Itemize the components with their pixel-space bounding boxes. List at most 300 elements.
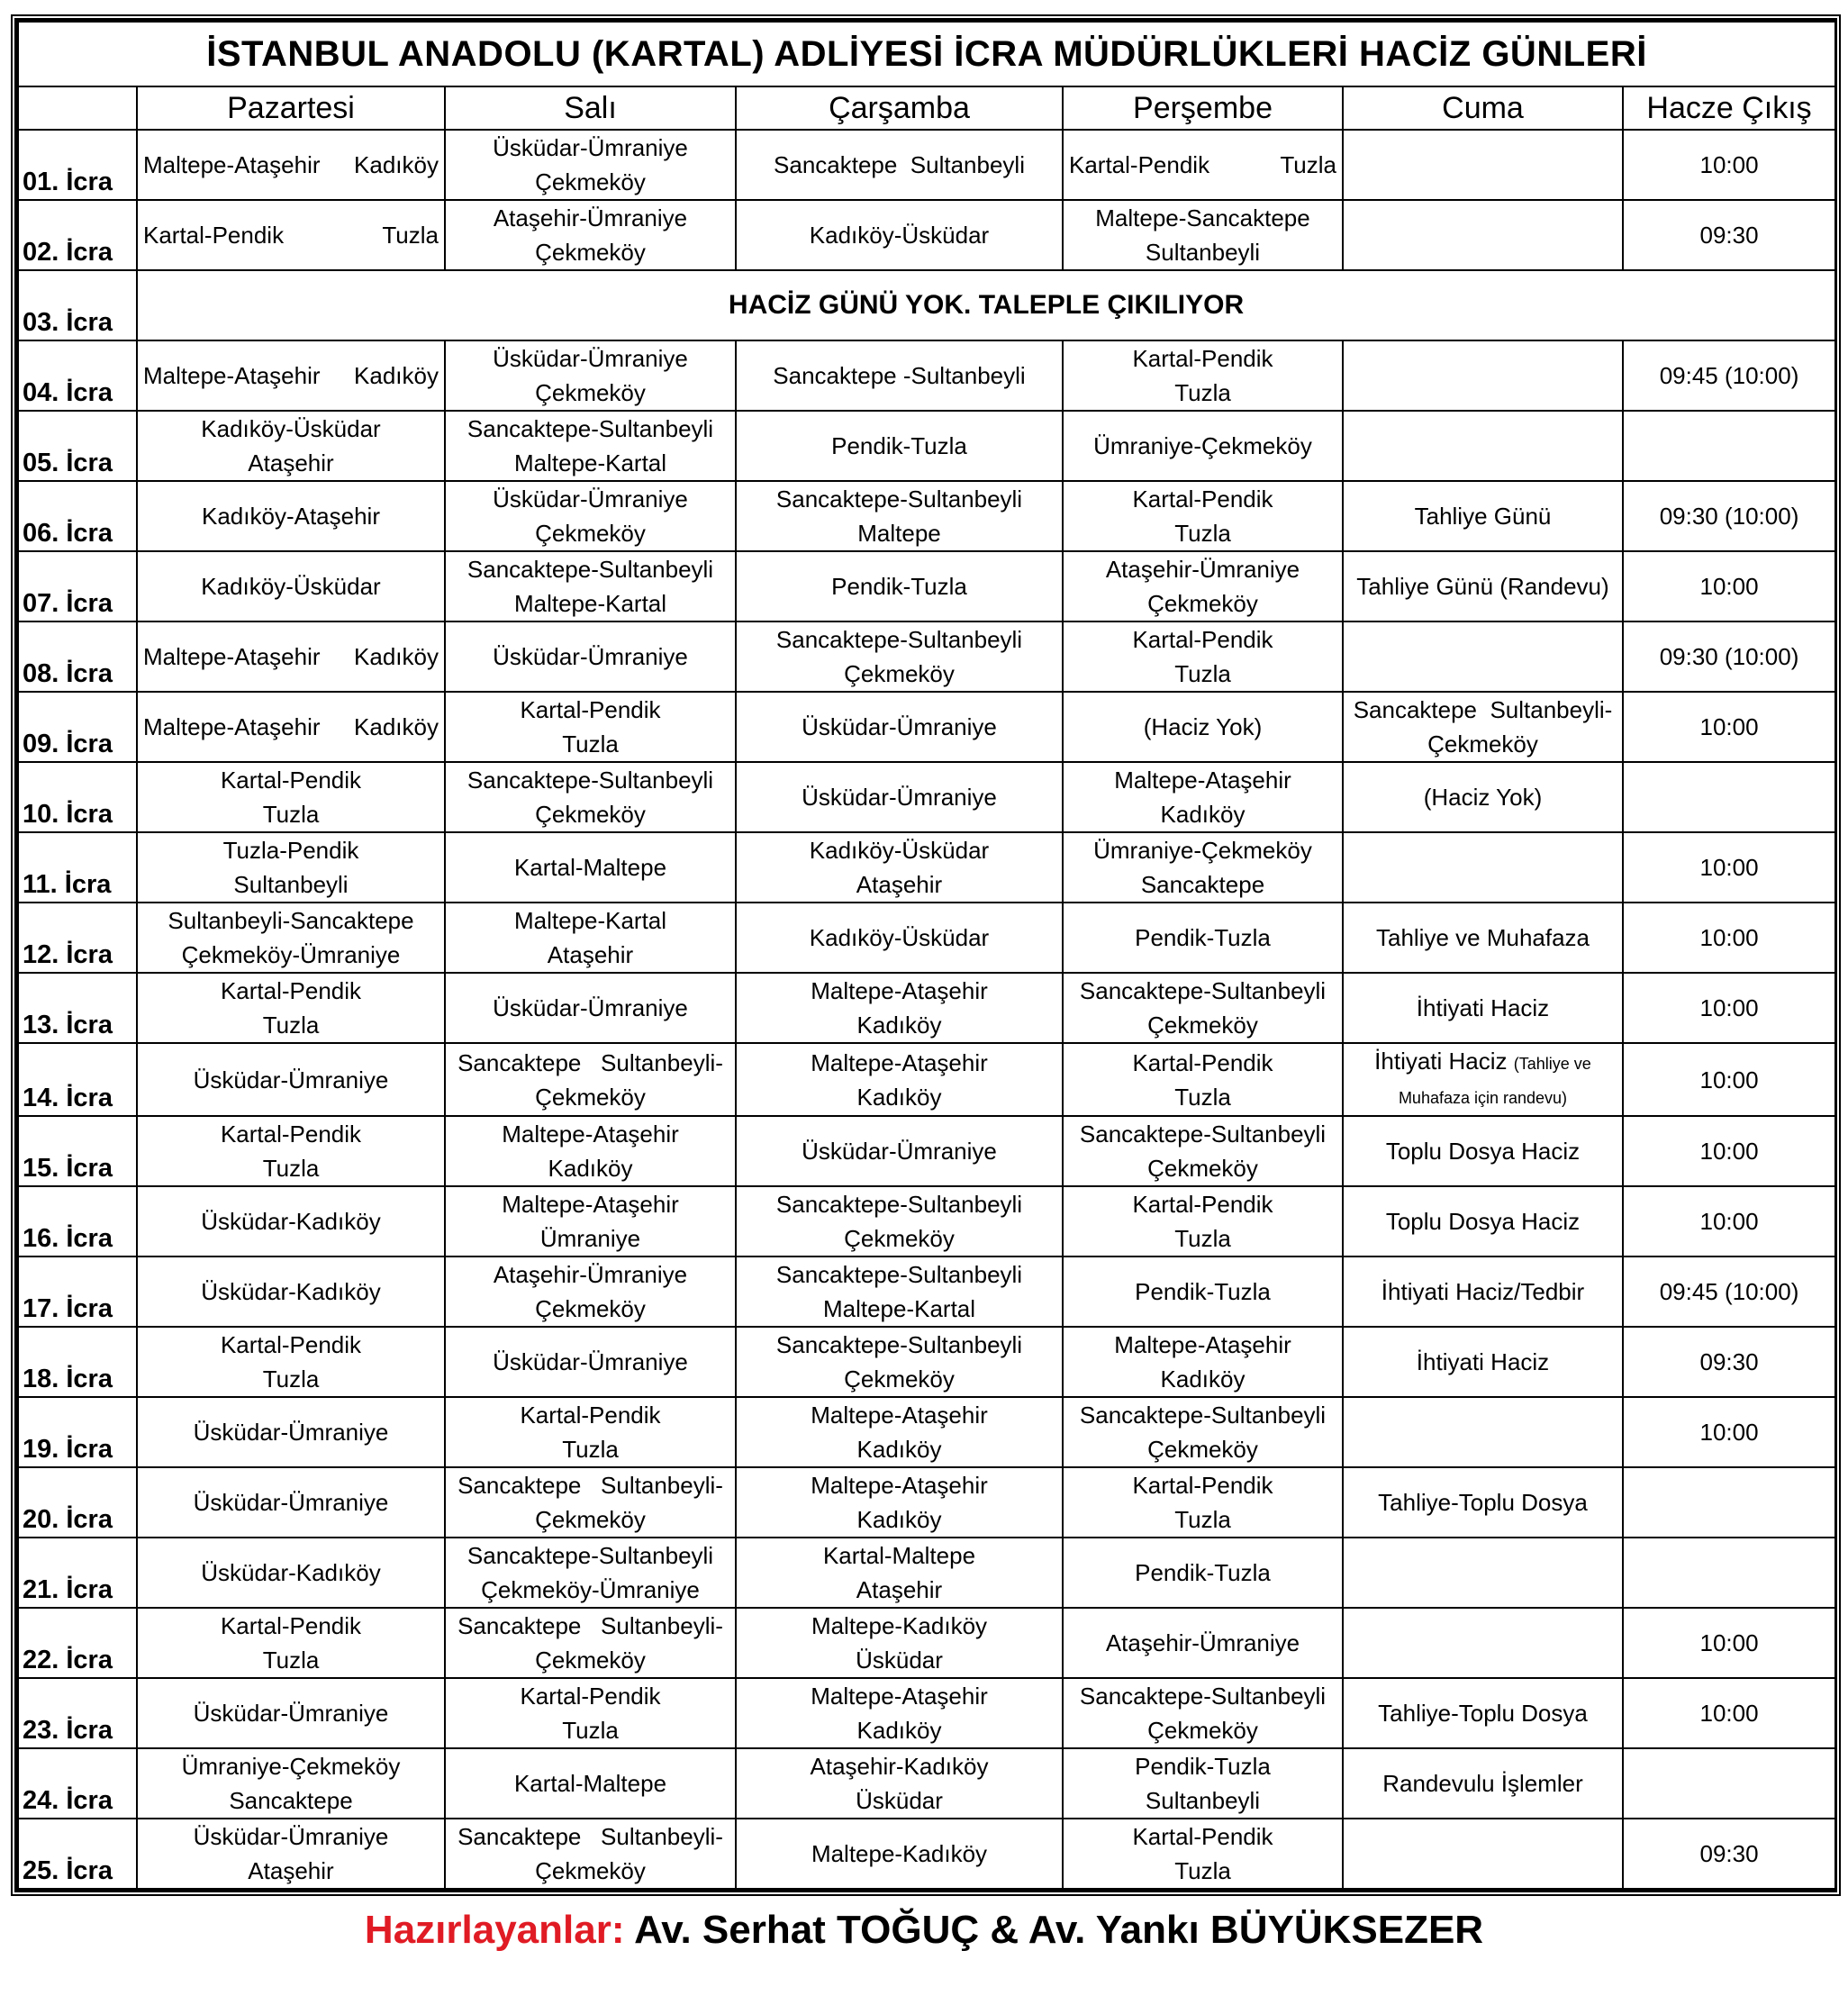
table-row [18, 903, 1835, 973]
cell-text: 09:30 [1699, 222, 1759, 249]
schedule-cell [1343, 200, 1623, 270]
cell-text: Üsküdar-Ümraniye [802, 713, 997, 740]
cell-text: Tahliye Günü [1414, 503, 1552, 530]
cell-text: Toplu Dosya Haciz [1385, 1208, 1581, 1235]
cell-text: 10:00 [1699, 1208, 1759, 1235]
schedule-cell [1623, 1748, 1835, 1819]
row-label: 03. İcra [18, 270, 137, 340]
cell-text: Kartal-Pendik [1132, 626, 1273, 653]
table-row [18, 130, 1835, 200]
table-row [18, 1116, 1835, 1186]
schedule-cell [445, 621, 736, 692]
schedule-cell [137, 973, 445, 1043]
schedule-cell [445, 903, 736, 973]
table-row [18, 973, 1835, 1043]
cell-text: Tuzla [562, 730, 619, 758]
row-label: 09. İcra [18, 692, 137, 762]
cell-text: 10:00 [1699, 713, 1759, 740]
table-row [18, 832, 1835, 903]
cell-text: Sancaktepe-Sultanbeyli [775, 1331, 1023, 1358]
cell-text: Ümraniye [539, 1225, 641, 1252]
cell-text: Sancaktepe Sultanbeyli- [457, 1472, 723, 1499]
schedule-cell [736, 551, 1063, 621]
cell-text: Tuzla [262, 1647, 320, 1674]
cell-text: 10:00 [1699, 1629, 1759, 1656]
cell-text: Maltepe [857, 520, 941, 547]
schedule-cell [1623, 832, 1835, 903]
schedule-cell [445, 1116, 736, 1186]
schedule-cell [137, 1256, 445, 1327]
row-label: 06. İcra [18, 481, 137, 551]
column-header: Cuma [1343, 86, 1623, 130]
cell-text: Sancaktepe Sultanbeyli [774, 151, 1025, 178]
page-title: İSTANBUL ANADOLU (KARTAL) ADLİYESİ İCRA MÜDÜRLÜKLERİ HACİZ GÜNLERİ [18, 22, 1835, 86]
cell-text: 10:00 [1699, 1700, 1759, 1727]
schedule-cell [1063, 832, 1343, 903]
schedule-cell [137, 903, 445, 973]
schedule-cell [445, 832, 736, 903]
schedule-cell [137, 200, 445, 270]
cell-text: Kadıköy [856, 1506, 942, 1533]
schedule-cell [137, 1186, 445, 1256]
cell-text: Kadıköy-Üsküdar [201, 415, 381, 442]
schedule-cell [137, 1116, 445, 1186]
schedule-cell [137, 692, 445, 762]
cell-text: Kartal-Pendik [220, 1331, 362, 1358]
table-row [18, 1397, 1835, 1467]
schedule-cell [445, 1819, 736, 1889]
cell-text: Maltepe-Ataşehir [811, 1402, 988, 1429]
row-label: 04. İcra [18, 340, 137, 411]
schedule-cell [445, 1043, 736, 1116]
row-label: 08. İcra [18, 621, 137, 692]
table-row [18, 1256, 1835, 1327]
cell-text: İhtiyati Haciz/Tedbir [1381, 1278, 1585, 1305]
cell-text: Üsküdar-Ümraniye [493, 1348, 688, 1375]
cell-split [143, 358, 439, 393]
cell-text: Tahliye-Toplu Dosya [1378, 1700, 1588, 1727]
schedule-cell [1063, 621, 1343, 692]
schedule-cell [445, 200, 736, 270]
schedule-cell [445, 481, 736, 551]
schedule-cell [736, 1819, 1063, 1889]
cell-text: Kadıköy [856, 1083, 942, 1111]
cell-text: Üsküdar-Kadıköy [201, 1559, 381, 1586]
cell-text: Maltepe-Ataşehir [1114, 1331, 1291, 1358]
schedule-cell [1063, 1186, 1343, 1256]
cell-text: Maltepe-Ataşehir [811, 1048, 988, 1076]
row-label: 15. İcra [18, 1116, 137, 1186]
cell-text: Kartal-Pendik [520, 1402, 661, 1429]
schedule-cell [137, 1678, 445, 1748]
schedule-cell [1623, 411, 1835, 481]
row-label: 02. İcra [18, 200, 137, 270]
cell-text: Tuzla [1280, 151, 1336, 178]
cell-text: Ümraniye-Çekmeköy [181, 1753, 401, 1780]
cell-text: Çekmeköy [535, 801, 646, 828]
cell-text: Kadıköy-Ataşehir [202, 503, 380, 530]
schedule-cell [736, 1748, 1063, 1819]
cell-note-small: Muhafaza için randevu) [1398, 1089, 1568, 1107]
schedule-cell [1063, 1327, 1343, 1397]
schedule-cell [137, 130, 445, 200]
schedule-cell [137, 481, 445, 551]
schedule-cell [1623, 200, 1835, 270]
schedule-cell [137, 1397, 445, 1467]
cell-text: Maltepe-Ataşehir [1114, 767, 1291, 794]
schedule-cell [137, 832, 445, 903]
row-label: 13. İcra [18, 973, 137, 1043]
schedule-cell [736, 340, 1063, 411]
cell-text: Tuzla [562, 1717, 619, 1744]
cell-text: Sancaktepe-Sultanbeyli [775, 485, 1023, 513]
table-row [18, 1538, 1835, 1608]
cell-text: Sancaktepe-Sultanbeyli [1079, 977, 1327, 1004]
cell-text: Sancaktepe [229, 1787, 353, 1814]
row-label: 12. İcra [18, 903, 137, 973]
cell-text: Tuzla [262, 1365, 320, 1393]
row-label: 07. İcra [18, 551, 137, 621]
cell-text: Kadıköy [856, 1012, 942, 1039]
schedule-cell [1343, 1397, 1623, 1467]
schedule-cell [736, 1397, 1063, 1467]
cell-text: Kartal-Pendik [1132, 345, 1273, 372]
cell-text: Sancaktepe-Sultanbeyli [1079, 1683, 1327, 1710]
cell-text: Kartal-Pendik [143, 222, 285, 249]
cell-text: Kadıköy [354, 362, 439, 389]
row-label: 21. İcra [18, 1538, 137, 1608]
schedule-cell [1343, 1256, 1623, 1327]
schedule-cell [1063, 762, 1343, 832]
cell-text: Ataşehir-Ümraniye [493, 204, 688, 231]
cell-text: Tuzla [1174, 660, 1231, 687]
schedule-cell [1063, 1256, 1343, 1327]
schedule-cell [1063, 1608, 1343, 1678]
cell-text: 10:00 [1699, 854, 1759, 881]
cell-text: İhtiyati Haciz [1416, 994, 1550, 1021]
row-label: 11. İcra [18, 832, 137, 903]
cell-text: Maltepe-Kartal [513, 907, 667, 934]
table-row [18, 1186, 1835, 1256]
cell-text: Sancaktepe-Sultanbeyli [1079, 1120, 1327, 1148]
schedule-cell [137, 340, 445, 411]
schedule-cell [1623, 130, 1835, 200]
cell-text: 09:45 (10:00) [1659, 362, 1799, 389]
cell-text: Kartal-Pendik [220, 1612, 362, 1639]
schedule-cell [736, 1256, 1063, 1327]
column-header: Pazartesi [137, 86, 445, 130]
cell-text: Maltepe-Ataşehir [811, 977, 988, 1004]
schedule-cell [736, 621, 1063, 692]
cell-text: Sancaktepe-Sultanbeyli [775, 1191, 1023, 1218]
schedule-cell [445, 1678, 736, 1748]
cell-text: Toplu Dosya Haciz [1385, 1138, 1581, 1165]
table-row [18, 692, 1835, 762]
schedule-cell [736, 903, 1063, 973]
table-row [18, 1748, 1835, 1819]
column-header-empty [18, 86, 137, 130]
cell-text: 09:30 [1699, 1348, 1759, 1375]
schedule-cell [736, 130, 1063, 200]
schedule-cell [1623, 1043, 1835, 1116]
table-row [18, 1327, 1835, 1397]
cell-text: Tahliye Günü (Randevu) [1356, 573, 1609, 600]
schedule-cell [1623, 1608, 1835, 1678]
cell-text: Pendik-Tuzla [831, 573, 967, 600]
cell-text: Ataşehir-Ümraniye [1105, 1629, 1300, 1656]
schedule-table [17, 21, 1836, 1890]
cell-text: Sancaktepe -Sultanbeyli [773, 362, 1026, 389]
schedule-cell [1623, 1397, 1835, 1467]
cell-text: Tuzla [382, 222, 439, 249]
cell-text: Kartal-Pendik [1132, 1048, 1273, 1076]
cell-text: Sancaktepe Sultanbeyli- [1353, 696, 1613, 723]
schedule-cell [736, 1327, 1063, 1397]
cell-text: Ataşehir-Ümraniye [493, 1261, 688, 1288]
schedule-cell [736, 1538, 1063, 1608]
schedule-cell [445, 1186, 736, 1256]
schedule-cell [445, 1748, 736, 1819]
merged-note-cell: HACİZ GÜNÜ YOK. TALEPLE ÇIKILIYOR [137, 270, 1835, 340]
cell-text: 09:30 [1699, 1840, 1759, 1867]
schedule-cell [1623, 621, 1835, 692]
schedule-cell [1063, 1748, 1343, 1819]
cell-text: Üsküdar [856, 1647, 943, 1674]
schedule-cell [1343, 481, 1623, 551]
schedule-cell [1623, 1819, 1835, 1889]
cell-text: Üsküdar-Ümraniye [493, 994, 688, 1021]
cell-text: Kartal-Pendik [1132, 1823, 1273, 1850]
cell-text: Sancaktepe Sultanbeyli- [457, 1823, 723, 1850]
cell-text: Çekmeköy [1427, 730, 1538, 758]
cell-text: Kartal-Pendik [1132, 1191, 1273, 1218]
schedule-cell [1623, 1467, 1835, 1538]
schedule-cell [1623, 1678, 1835, 1748]
cell-text: Maltepe-Ataşehir [143, 643, 321, 670]
schedule-cell [1343, 903, 1623, 973]
cell-text: Maltepe-Ataşehir [143, 713, 321, 740]
schedule-cell [445, 692, 736, 762]
cell-text: Tuzla [262, 1155, 320, 1182]
cell-text: Çekmeköy [1147, 1012, 1258, 1039]
row-label: 19. İcra [18, 1397, 137, 1467]
schedule-body [18, 130, 1835, 1889]
credits-label: Hazırlayanlar: [364, 1908, 625, 1952]
cell-text: Çekmeköy [844, 1225, 955, 1252]
schedule-cell [1063, 1467, 1343, 1538]
schedule-cell [1343, 692, 1623, 762]
cell-text: Kadıköy-Üsküdar [809, 924, 990, 951]
cell-text: Üsküdar-Ümraniye [493, 485, 688, 513]
cell-text: Kartal-Maltepe [513, 1770, 667, 1797]
cell-text: Maltepe-Kartal [822, 1295, 976, 1322]
schedule-cell [1063, 973, 1343, 1043]
cell-text: Maltepe-Ataşehir [502, 1191, 679, 1218]
schedule-cell [1623, 1256, 1835, 1327]
schedule-cell [1343, 1043, 1623, 1116]
cell-text: Ataşehir-Kadıköy [810, 1753, 989, 1780]
schedule-cell [1623, 551, 1835, 621]
column-header: Perşembe [1063, 86, 1343, 130]
schedule-cell [736, 832, 1063, 903]
table-row [18, 621, 1835, 692]
schedule-cell [445, 1538, 736, 1608]
cell-text: Çekmeköy [535, 1506, 646, 1533]
schedule-cell [1623, 903, 1835, 973]
cell-text: Çekmeköy [535, 1083, 646, 1111]
row-label: 14. İcra [18, 1043, 137, 1116]
cell-text: Sancaktepe Sultanbeyli- [457, 1048, 723, 1076]
cell-text: Maltepe-Ataşehir [811, 1683, 988, 1710]
cell-text: Kartal-Pendik [1069, 151, 1210, 178]
cell-text: Tuzla-Pendik [222, 837, 359, 864]
cell-text: 09:45 (10:00) [1659, 1278, 1799, 1305]
cell-text: Çekmeköy-Ümraniye [481, 1576, 700, 1603]
cell-text: Üsküdar-Ümraniye [193, 1419, 389, 1446]
cell-text: Randevulu İşlemler [1382, 1770, 1583, 1797]
cell-text: Sancaktepe-Sultanbeyli [775, 1261, 1023, 1288]
cell-text: Sultanbeyli-Sancaktepe [168, 907, 414, 934]
schedule-cell [1063, 340, 1343, 411]
cell-text: Tuzla [1174, 520, 1231, 547]
schedule-cell [445, 1327, 736, 1397]
row-label: 24. İcra [18, 1748, 137, 1819]
schedule-cell [1343, 1186, 1623, 1256]
schedule-cell [1343, 411, 1623, 481]
schedule-cell [137, 762, 445, 832]
cell-text: Ataşehir [248, 449, 334, 476]
cell-text: Maltepe-Ataşehir [143, 151, 321, 178]
schedule-cell [736, 973, 1063, 1043]
schedule-cell [736, 1186, 1063, 1256]
cell-text: Kartal-Pendik [1132, 1472, 1273, 1499]
cell-text: Pendik-Tuzla [1135, 1278, 1271, 1305]
cell-text: Üsküdar-Ümraniye [493, 134, 688, 161]
cell-split [1069, 148, 1336, 182]
cell-text: 09:30 (10:00) [1659, 503, 1799, 530]
schedule-cell [1623, 481, 1835, 551]
schedule-cell [1063, 551, 1343, 621]
schedule-cell [736, 1043, 1063, 1116]
cell-text: Üsküdar-Kadıköy [201, 1208, 381, 1235]
cell-text: Sancaktepe [1140, 871, 1265, 898]
cell-text: Pendik-Tuzla [1135, 1753, 1271, 1780]
schedule-cell [1063, 1116, 1343, 1186]
schedule-cell [1063, 692, 1343, 762]
cell-text: Tuzla [1174, 1225, 1231, 1252]
cell-text: Çekmeköy [535, 1857, 646, 1884]
schedule-cell [445, 340, 736, 411]
cell-text: Maltepe-Kartal [513, 449, 667, 476]
cell-text: Maltepe-Sancaktepe [1095, 204, 1310, 231]
cell-text: 10:00 [1699, 1066, 1759, 1093]
cell-text: Maltepe-Ataşehir [143, 362, 321, 389]
schedule-cell [1623, 973, 1835, 1043]
cell-text: 10:00 [1699, 994, 1759, 1021]
schedule-cell [1623, 340, 1835, 411]
cell-text: Kadıköy [354, 713, 439, 740]
schedule-cell [736, 200, 1063, 270]
cell-text: Sancaktepe-Sultanbeyli [467, 767, 714, 794]
cell-text: Tuzla [262, 1012, 320, 1039]
table-row [18, 1608, 1835, 1678]
cell-text: Çekmeköy [1147, 590, 1258, 617]
cell-text: Tuzla [1174, 1857, 1231, 1884]
cell-text: (Haciz Yok) [1423, 784, 1543, 811]
cell-text: Üsküdar-Ümraniye [493, 345, 688, 372]
table-row [18, 200, 1835, 270]
row-label: 17. İcra [18, 1256, 137, 1327]
schedule-cell [1343, 832, 1623, 903]
cell-split [143, 148, 439, 182]
schedule-cell [1063, 130, 1343, 200]
cell-text: Tahliye ve Muhafaza [1375, 924, 1590, 951]
schedule-cell [1343, 130, 1623, 200]
column-header-row [18, 86, 1835, 130]
cell-text: Üsküdar-Kadıköy [201, 1278, 381, 1305]
cell-text: Sultanbeyli [1145, 1787, 1261, 1814]
cell-text: Tuzla [562, 1436, 619, 1463]
schedule-cell [445, 1256, 736, 1327]
schedule-cell [1343, 621, 1623, 692]
row-label: 23. İcra [18, 1678, 137, 1748]
schedule-cell [736, 762, 1063, 832]
column-header: Salı [445, 86, 736, 130]
schedule-cell [137, 411, 445, 481]
schedule-cell [137, 1608, 445, 1678]
cell-text: Kartal-Pendik [520, 1683, 661, 1710]
cell-text: Tuzla [262, 801, 320, 828]
cell-text: Ataşehir [856, 1576, 943, 1603]
cell-text: Üsküdar-Ümraniye [193, 1066, 389, 1093]
cell-split [143, 640, 439, 674]
schedule-cell [1343, 1116, 1623, 1186]
schedule-cell [1063, 200, 1343, 270]
cell-text: Çekmeköy [535, 379, 646, 406]
cell-text: Çekmeköy [1147, 1717, 1258, 1744]
schedule-cell [1623, 762, 1835, 832]
cell-text: Maltepe-Ataşehir [811, 1472, 988, 1499]
cell-text: Kadıköy [1160, 1365, 1246, 1393]
cell-text: Üsküdar [856, 1787, 943, 1814]
cell-text: Üsküdar-Ümraniye [193, 1489, 389, 1516]
schedule-cell [1063, 481, 1343, 551]
cell-text: Çekmeköy [535, 168, 646, 195]
schedule-cell [1343, 762, 1623, 832]
cell-text: Sancaktepe-Sultanbeyli [467, 556, 714, 583]
cell-text: Çekmeköy [535, 520, 646, 547]
cell-note-small: (Tahliye ve [1513, 1055, 1591, 1073]
cell-text: Sultanbeyli [1145, 239, 1261, 266]
cell-split [143, 218, 439, 252]
cell-text: Üsküdar-Ümraniye [193, 1823, 389, 1850]
cell-text: 10:00 [1699, 573, 1759, 600]
cell-text: Çekmeköy-Ümraniye [181, 941, 401, 968]
column-header: Çarşamba [736, 86, 1063, 130]
cell-text: Kadıköy [1160, 801, 1246, 828]
column-header: Hacze Çıkış [1623, 86, 1835, 130]
cell-text: Maltepe-Kartal [513, 590, 667, 617]
schedule-cell [137, 1327, 445, 1397]
row-label: 05. İcra [18, 411, 137, 481]
cell-text: Tahliye-Toplu Dosya [1378, 1489, 1588, 1516]
cell-text: Pendik-Tuzla [831, 432, 967, 459]
schedule-cell [1623, 1327, 1835, 1397]
cell-text: Ataşehir [547, 941, 634, 968]
cell-text: Çekmeköy [535, 1295, 646, 1322]
table-row [18, 340, 1835, 411]
schedule-cell [1063, 1538, 1343, 1608]
